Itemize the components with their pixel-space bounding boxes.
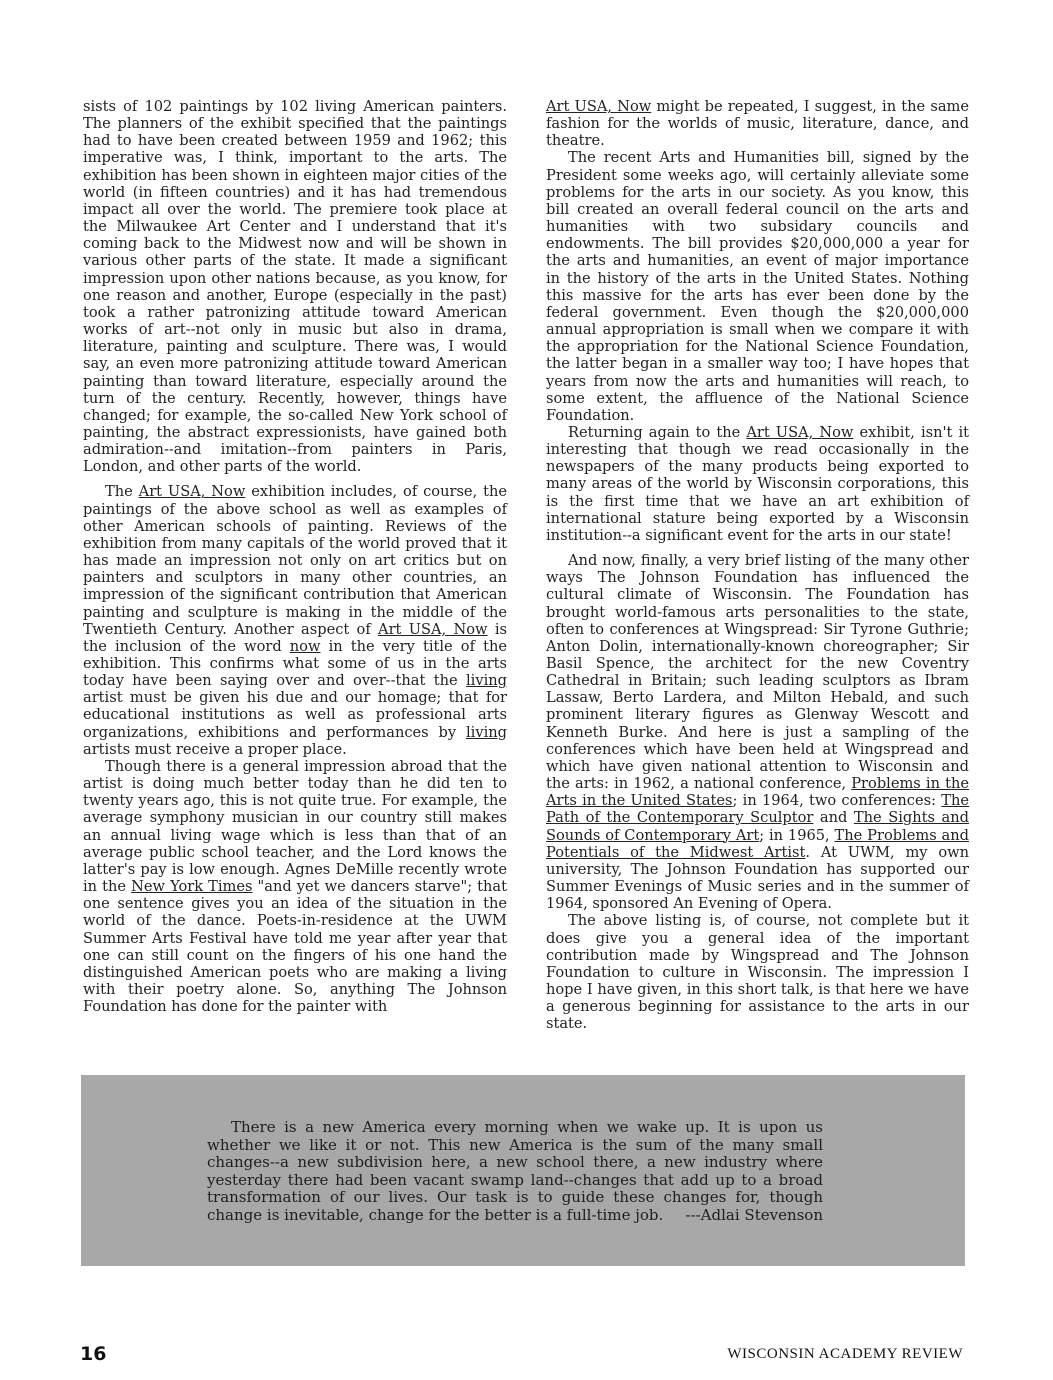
- right-paragraph-3: Returning again to the Art USA, Now exhibit, isn't it interesting that though we read occasionally in the newspapers of the many products being exported to many areas of the world by Wisconsin corporations, this is the first time that we have an art exhibition of international stature being exported by a Wisconsin institution--a significant event for the arts in our state!: [546, 423, 969, 544]
- newspaper-title-underline: New York Times: [131, 878, 253, 896]
- left-paragraph-3: Though there is a general impression abroad that the artist is doing much better today than he did ten to twenty years ago, this is not quite true. For example, the average symphony musician in our country still makes an annual living wage which is less than that of an average public school teacher, and the Lord knows the latter's pay is low enough. Agnes DeMille recently wrote in the New York Times "and yet we dancers starve"; that one sentence gives you an idea of the situation in the world of the dance. Poets-in-residence at the UWM Summer Arts Festival have told me year after year that one can still count on the fingers of his one hand the distinguished American poets who are making a living with their poetry alone. So, anything The Johnson Foundation has done for the painter with: [83, 757, 508, 1016]
- left-paragraph-2: The Art USA, Now exhibition includes, of course, the paintings of the above school as well as examples of other American schools of painting. Reviews of the exhibition from many capitals of the world proved that it has made an impression not only on art critics but on painters and sculptors in many other countries, an impression of the significant contribution that American painting and sculpture is making in the middle of the Twentieth Century. Another aspect of Art USA, Now is the inclusion of the word now in the very title of the exhibition. This confirms what some of us in the arts today have been saying over and over--that the living artist must be given his due and our homage; that for educational institutions as well as professional arts organizations, exhibitions and performances by living artists must receive a proper place.: [83, 483, 508, 758]
- exhibit-title-underline: Art USA, Now: [138, 483, 246, 501]
- conference-title-underline: The Sights and Sounds of Contemporary Art: [546, 809, 969, 844]
- quote-box: [81, 1075, 965, 1266]
- quote-author: ---Adlai Stevenson: [681, 1207, 823, 1225]
- exhibit-title-underline: Art USA, Now: [746, 423, 854, 441]
- exhibit-title-underline: Art USA, Now: [378, 620, 488, 638]
- left-paragraph-1: sists of 102 paintings by 102 living American painters. The planners of the exhibit specified that the paintings had to have been created between 1959 and 1962; this imperative was, I think, important to the arts. The exhibition has been shown in eighteen major cities of the world (in fifteen countries) and it has had tremendous impact all over the world. The premiere took place at the Milwaukee Art Center and I understand that it's coming back to the Midwest now and will be shown in various other parts of the state. It made a significant impression upon other nations because, as you know, for one reason and another, Europe (especially in the past) took a rather patronizing attitude toward American works of art--not only in music but also in drama, literature, painting and sculpture. There was, I would say, an even more patronizing attitude toward American painting than toward literature, especially around the turn of the century. Recently, however, things have changed; for example, the so-called New York school of painting, the abstract expressionists, have gained both admiration--and imitation--from painters in Paris, London, and other parts of the world.: [83, 98, 507, 476]
- right-paragraph-2: The recent Arts and Humanities bill, signed by the President some weeks ago, will certainly alleviate some problems for the arts in our society. As you know, this bill created an overall federal council on the arts and humanities with two subsidary councils and endowments. The bill provides $20,000,000 a year for the arts and humanities, an event of major importance in the history of the arts in the United States. Nothing this massive for the arts has ever been done by the federal government. Even though the $20,000,000 annual appropriation is small when we compare it with the appropriation for the National Science Foundation, the latter began in a smaller way too; I have hopes that years from now the arts and humanities will reach, to some extent, the affluence of the National Science Foundation.: [546, 149, 969, 424]
- quote-text: There is a new America every morning when we wake up. It is upon us whether we like it or not. This new America is the sum of the many small changes--a new subdivision here, a new school there, a new industry where yesterday there had been vacant swamp land--changes that add up to a broad transformation of our lives. Our task is to guide these changes for, though change is inevitable, change for the better is a full-time job.: [207, 1118, 823, 1224]
- conference-title-underline: Problems in the Arts in the United States: [546, 775, 969, 810]
- emphasis-underline: now: [289, 637, 321, 655]
- journal-name: WISCONSIN ACADEMY REVIEW: [727, 1346, 963, 1362]
- right-column: [546, 98, 969, 1032]
- left-column: [83, 98, 507, 1015]
- right-paragraph-4: And now, finally, a very brief listing of the many other ways The Johnson Foundation has influenced the cultural climate of Wisconsin. The Foundation has brought world-famous arts personalities to the state, often to conferences at Wingspread: Sir Tyrone Guthrie; Anton Dolin, internationally-known choreographer; Sir Basil Spence, the architect for the new Coventry Cathedral in Britain; such leading sculptors as Ibram Lassaw, Berto Lardera, and Milton Hebald, and such prominent literary figures as Glenway Wescott and Kenneth Burke. And here is just a sampling of the conferences which have been held at Wingspread and which have given national attention to Wisconsin and the arts: in 1962, a national conference, Problems in the Arts in the United States; in 1964, two conferences: The Path of the Contemporary Sculptor and The Sights and Sounds of Contemporary Art; in 1965, The Problems and Potentials of the Midwest Artist. At UWM, my own university, The Johnson Foundation has supported our Summer Evenings of Music series and in the summer of 1964, sponsored An Evening of Opera.: [546, 552, 969, 913]
- emphasis-underline: living: [466, 672, 507, 690]
- conference-title-underline: The Problems and Potentials of the Midwest Artist: [546, 826, 969, 861]
- quote-block: [207, 1119, 823, 1224]
- emphasis-underline: living: [466, 723, 507, 741]
- page-number: 16: [80, 1343, 107, 1365]
- right-paragraph-1: Art USA, Now might be repeated, I suggest, in the same fashion for the worlds of music, literature, dance, and theatre.: [546, 98, 969, 150]
- conference-title-underline: The Path of the Contemporary Sculptor: [546, 792, 969, 827]
- right-paragraph-5: The above listing is, of course, not complete but it does give you a general idea of the important contribution made by Wingspread and The Johnson Foundation to culture in Wisconsin. The impression I hope I have given, in this short talk, is that here we have a generous beginning for assistance to the arts in our state.: [546, 912, 969, 1033]
- exhibit-title-underline: Art USA, Now: [546, 98, 652, 115]
